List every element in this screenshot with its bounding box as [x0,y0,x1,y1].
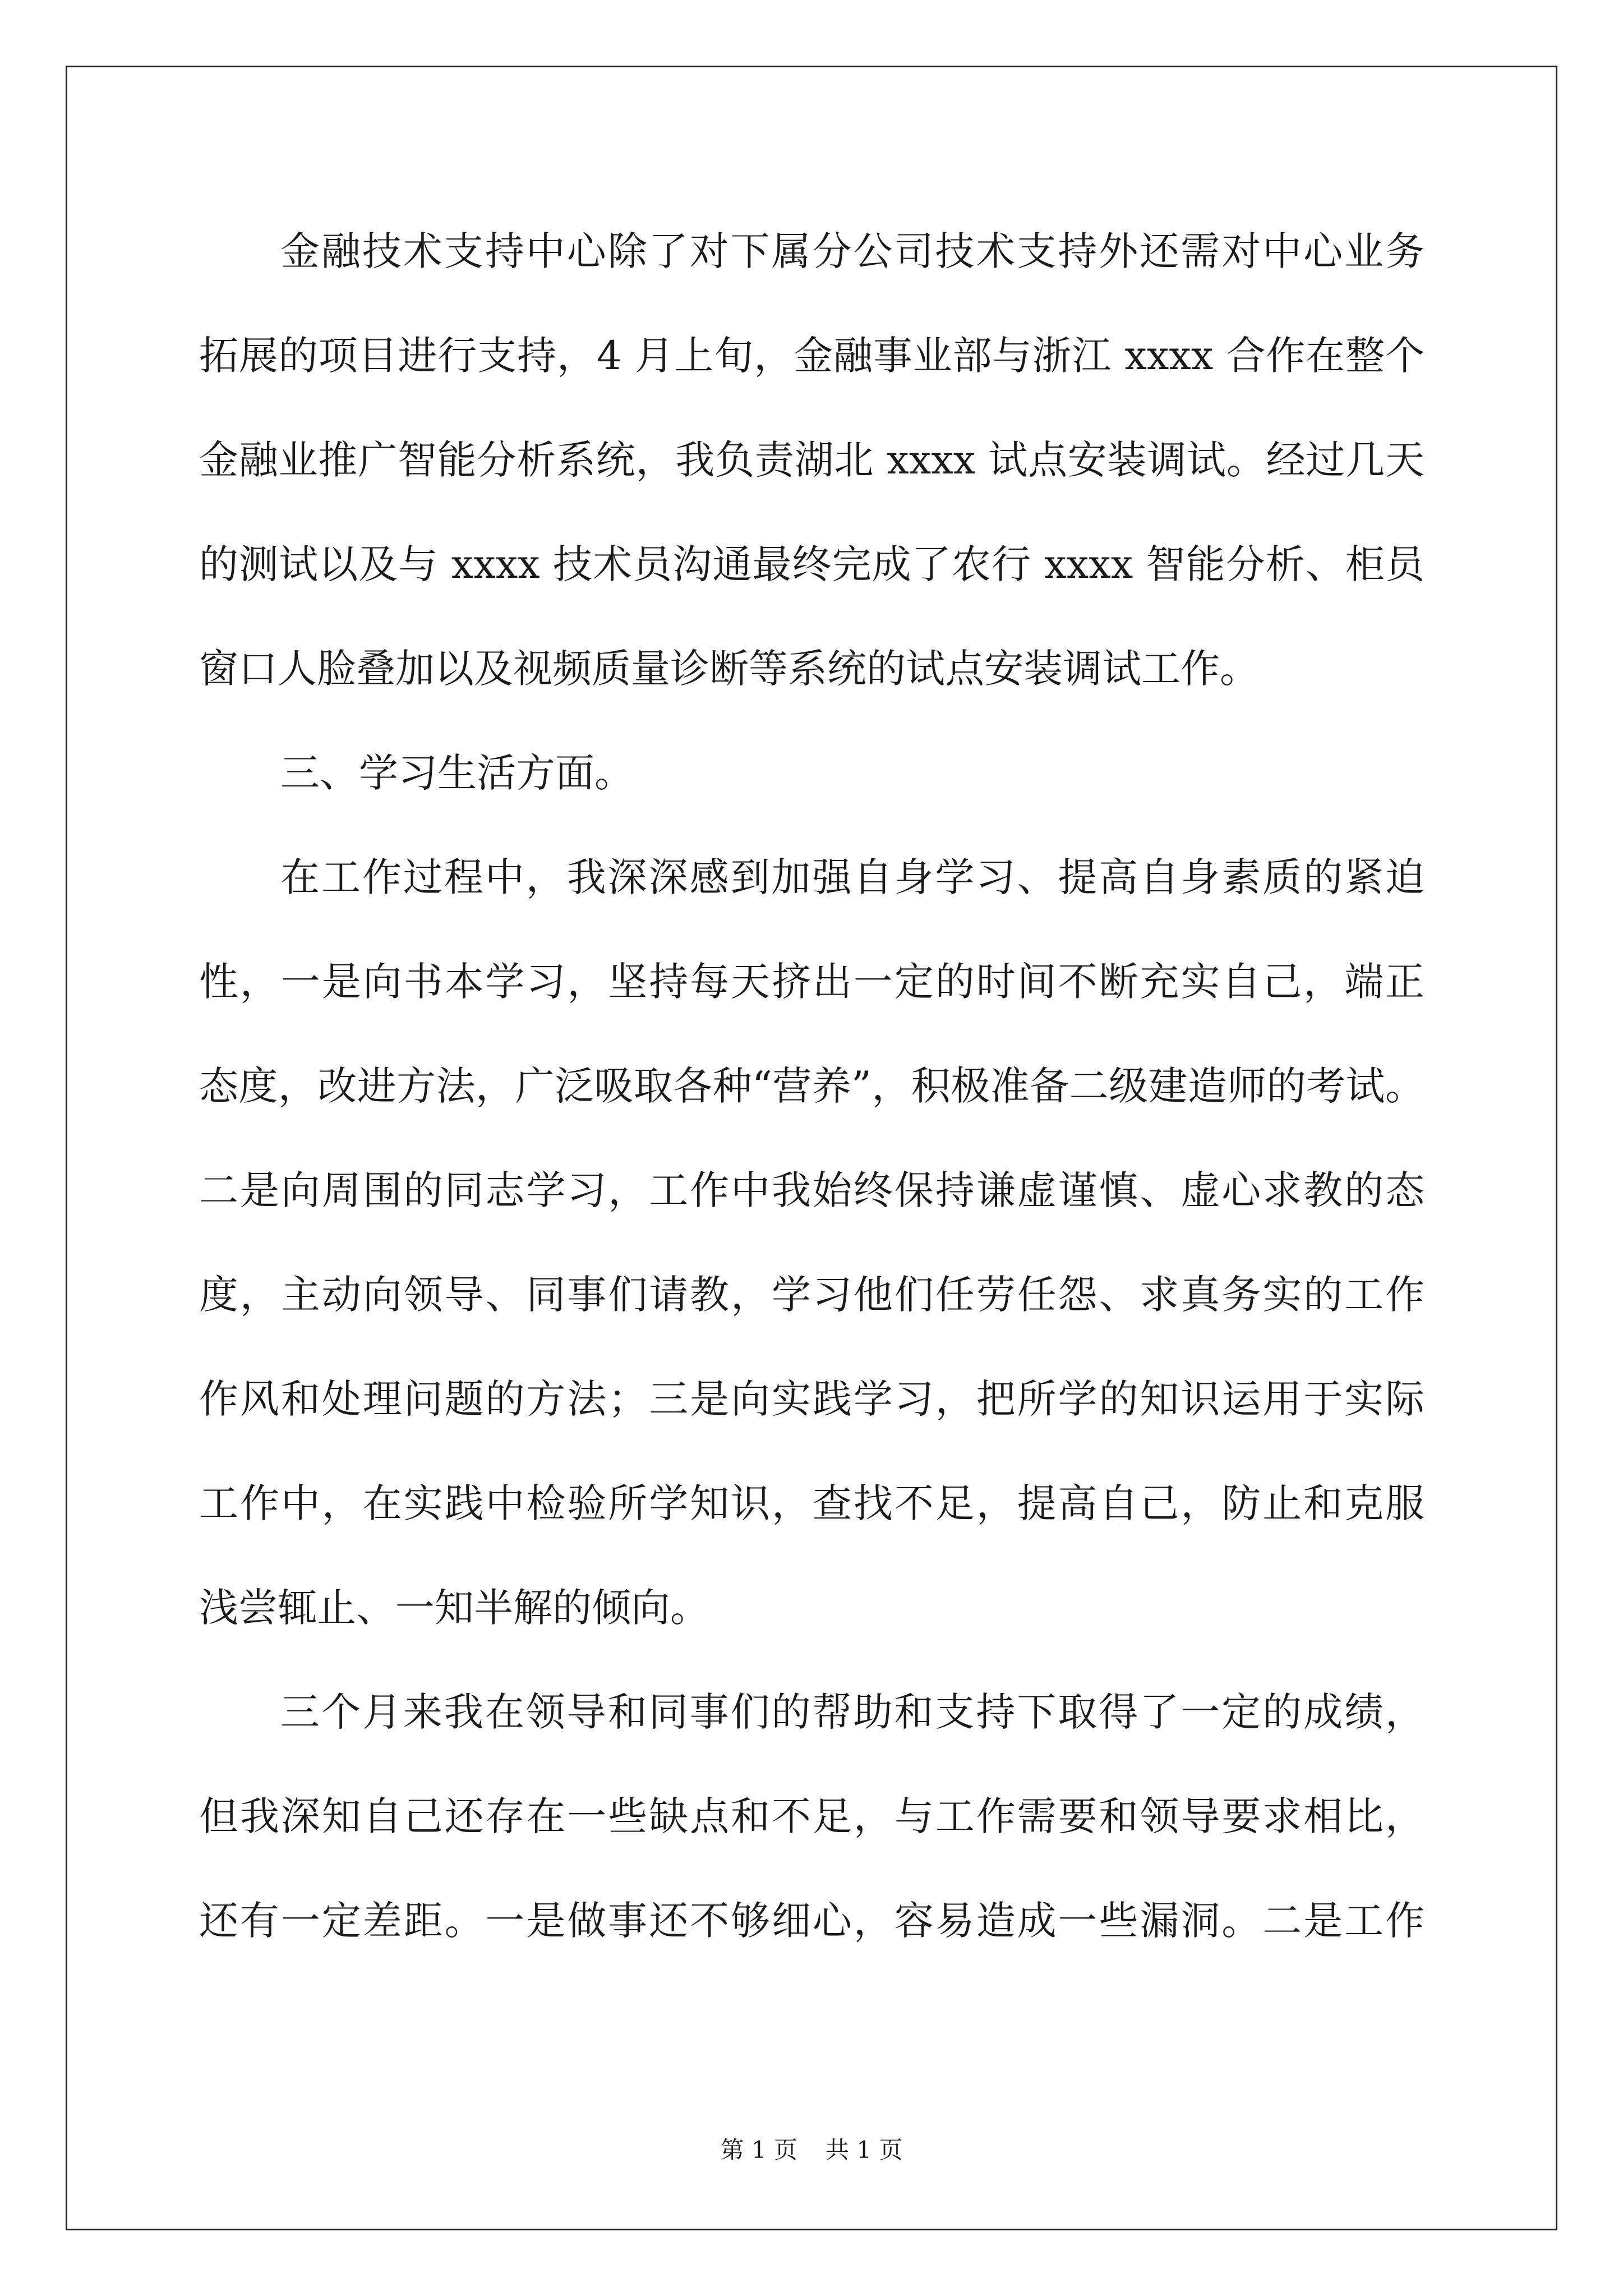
paragraph-line: 性，一是向书本学习，坚持每天挤出一定的时间不断充实自己，端正 [199,959,1424,1005]
document-body [199,219,1424,1993]
paragraph-line: 三个月来我在领导和同事们的帮助和支持下取得了一定的成绩， [280,1689,1424,1735]
paragraph-line: 作风和处理问题的方法；三是向实践学习，把所学的知识运用于实际 [199,1376,1424,1422]
page-total: 共 1 页 [826,2136,903,2164]
paragraph-line: 金融技术支持中心除了对下属分公司技术支持外还需对中心业务 [280,228,1424,274]
paragraph-line: 拓展的项目进行支持，4 月上旬，金融事业部与浙江 xxxx 合作在整个 [199,333,1424,379]
page-footer [0,2132,1623,2165]
paragraph-line: 但我深知自己还存在一些缺点和不足，与工作需要和领导要求相比， [199,1793,1424,1839]
paragraph-line: 工作中，在实践中检验所学知识，查找不足，提高自己，防止和克服 [199,1480,1424,1526]
paragraph-line: 在工作过程中，我深深感到加强自身学习、提高自身素质的紧迫 [280,854,1424,900]
paragraph-line: 态度，改进方法，广泛吸取各种“营养”，积极准备二级建造师的考试。 [199,1063,1424,1109]
paragraph-line: 度，主动向领导、同事们请教，学习他们任劳任怨、求真务实的工作 [199,1272,1424,1318]
page-number: 第 1 页 [720,2136,797,2164]
paragraph-line: 浅尝辄止、一知半解的倾向。 [199,1585,709,1631]
section-heading: 三、学习生活方面。 [280,750,634,796]
paragraph-line: 的测试以及与 xxxx 技术员沟通最终完成了农行 xxxx 智能分析、柜员 [199,541,1424,587]
paragraph-line: 金融业推广智能分析系统，我负责湖北 xxxx 试点安装调试。经过几天 [199,437,1424,483]
paragraph-line: 窗口人脸叠加以及视频质量诊断等系统的试点安装调试工作。 [199,646,1259,692]
paragraph-line: 还有一定差距。一是做事还不够细心，容易造成一些漏洞。二是工作 [199,1898,1424,1944]
paragraph-line: 二是向周围的同志学习，工作中我始终保持谦虚谨慎、虚心求教的态 [199,1167,1424,1213]
